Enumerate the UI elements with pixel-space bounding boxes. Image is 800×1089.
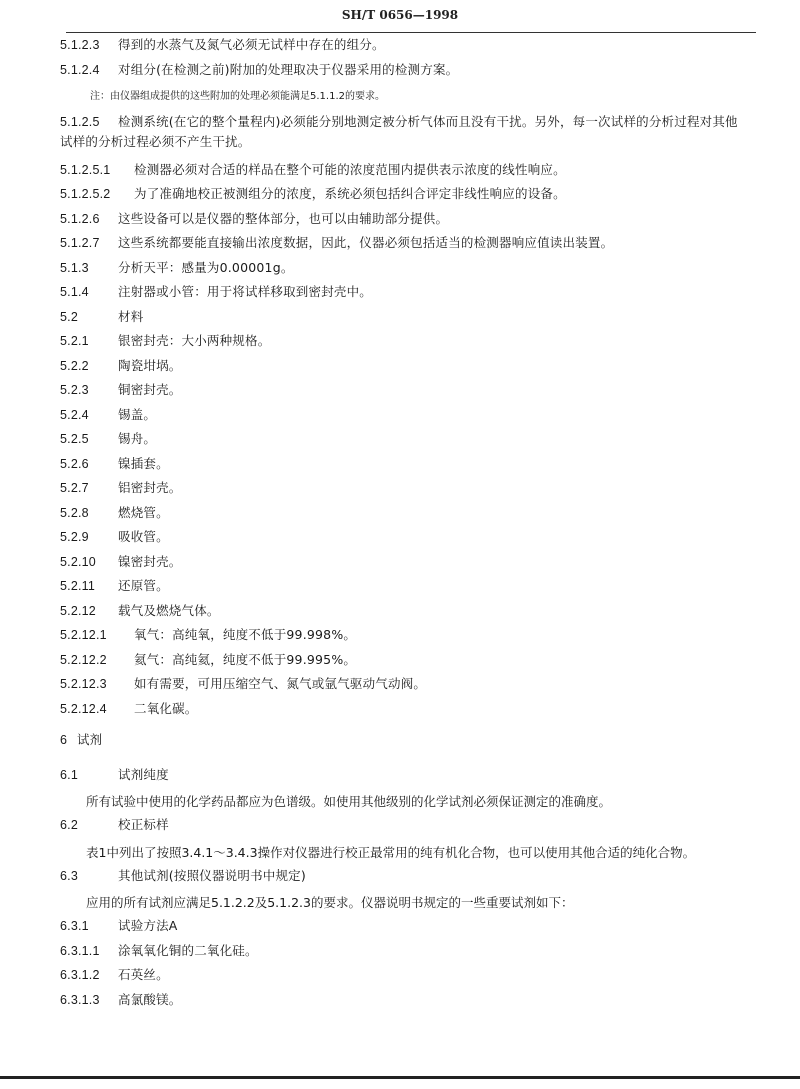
clause-line bbox=[60, 359, 760, 373]
clause-title: 试剂纯度 bbox=[118, 766, 169, 782]
clause-number: 5.1.2.5 bbox=[60, 115, 100, 129]
clause-line bbox=[60, 457, 760, 471]
clause-text: 锡舟。 bbox=[118, 431, 157, 446]
clause-title: 校正标样 bbox=[118, 817, 169, 832]
clause-text: 这些系统都要能直接输出浓度数据，因此，仪器必须包括适当的检测器响应值读出装置。 bbox=[118, 235, 614, 250]
clause-number: 5.2.12 bbox=[60, 603, 96, 618]
clause-number: 5.1.3 bbox=[60, 260, 89, 275]
clause-line bbox=[60, 383, 760, 397]
clause-line bbox=[60, 677, 760, 691]
section-number: 6 bbox=[60, 732, 67, 747]
clause-number: 5.1.2.7 bbox=[60, 236, 100, 250]
clause-line bbox=[60, 432, 760, 446]
clause-number: 5.2.11 bbox=[60, 579, 96, 593]
section-6-1-paragraph: 所有试验中使用的化学药品都应为色谱级。如使用其他级别的化学试剂必须保证测定的准确度。 bbox=[86, 794, 612, 809]
clause-text: 分析天平：感量为0.00001g。 bbox=[118, 259, 294, 275]
clause-text: 高氯酸镁。 bbox=[118, 991, 182, 1007]
clause-text: 吸收管。 bbox=[118, 529, 169, 544]
clause-line bbox=[60, 63, 760, 77]
clause-number: 5.1.2.5.1 bbox=[60, 162, 111, 177]
clause-number: 5.2.5 bbox=[60, 432, 89, 446]
section-6-3-paragraph: 应用的所有试剂应满足5.1.2.2及5.1.2.3的要求。仪器说明书规定的一些重要试剂如下： bbox=[86, 895, 574, 910]
section-6-2-paragraph: 表1中列出了按照3.4.1～3.4.3操作对仪器进行校正最常用的纯有机化合物，也可以使用其他合适的纯化合物。 bbox=[86, 844, 696, 860]
clause-number: 5.2.2 bbox=[60, 358, 89, 373]
clause-text: 涂氧氧化铜的二氧化硅。 bbox=[118, 942, 258, 958]
section-6-3-heading bbox=[60, 869, 760, 883]
clause-text: 为了准确地校正被测组分的浓度，系统必须包括纠合评定非线性响应的设备。 bbox=[134, 186, 566, 201]
clause-text: 银密封壳：大小两种规格。 bbox=[118, 333, 271, 348]
clause-text: 还原管。 bbox=[118, 578, 169, 593]
clause-text: 检测器必须对合适的样品在整个可能的浓度范围内提供表示浓度的线性响应。 bbox=[134, 161, 566, 177]
clause-line bbox=[60, 481, 760, 495]
clause-number: 5.1.2.4 bbox=[60, 62, 100, 77]
clause-line bbox=[60, 212, 760, 226]
note-text: 注：由仪器组成提供的这些附加的处理必须能满足5.1.1.2的要求。 bbox=[90, 91, 385, 102]
clause-text: 载气及燃烧气体。 bbox=[118, 602, 220, 618]
clause-line bbox=[60, 334, 760, 348]
clause-line bbox=[60, 112, 750, 152]
clause-text: 对组分(在检测之前)附加的处理取决于仪器采用的检测方案。 bbox=[118, 61, 459, 77]
clause-text: 试验方法A bbox=[118, 918, 178, 933]
clause-number: 6.3.1.2 bbox=[60, 968, 100, 982]
clause-number: 5.1.2.3 bbox=[60, 38, 100, 52]
clause-line bbox=[60, 408, 760, 422]
clause-number: 6.2 bbox=[60, 818, 78, 832]
section-6-1-heading bbox=[60, 768, 760, 782]
clause-text: 如有需要，可用压缩空气、氮气或氩气驱动气动阀。 bbox=[134, 676, 427, 691]
clause-number: 5.2.8 bbox=[60, 505, 89, 520]
clause-number: 5.2.12.4 bbox=[60, 701, 107, 716]
clause-number: 5.2.7 bbox=[60, 481, 89, 495]
clause-number: 5.1.2.5.2 bbox=[60, 187, 111, 201]
page-header: SH/T 0656—1998 bbox=[341, 8, 459, 22]
clause-number: 5.2.9 bbox=[60, 530, 89, 544]
clause-text: 氦气：高纯氦，纯度不低于99.995%。 bbox=[134, 651, 357, 667]
clause-line bbox=[60, 236, 760, 250]
clause-text: 铝密封壳。 bbox=[118, 480, 182, 495]
section-6-2-heading bbox=[60, 818, 760, 832]
clause-number: 5.2.6 bbox=[60, 456, 89, 471]
section-6-heading bbox=[60, 730, 760, 748]
clause-text: 这些设备可以是仪器的整体部分，也可以由辅助部分提供。 bbox=[118, 210, 449, 226]
clause-text: 检测系统(在它的整个量程内)必须能分别地测定被分析气体而且没有干扰。另外，每一次试样的分析过程对其他试样的分析过程必须不产生干扰。 bbox=[60, 114, 738, 149]
clause-line bbox=[60, 530, 760, 544]
clause-text: 氧气：高纯氧，纯度不低于99.998%。 bbox=[134, 627, 357, 642]
clause-line bbox=[60, 187, 760, 201]
clause-line bbox=[60, 702, 760, 716]
clause-number: 6.3.1.1 bbox=[60, 943, 100, 958]
clause-text: 镍密封壳。 bbox=[118, 553, 182, 569]
clause-text: 二氧化碳。 bbox=[134, 700, 198, 716]
clause-number: 5.2.3 bbox=[60, 383, 89, 397]
clause-text: 燃烧管。 bbox=[118, 504, 169, 520]
clause-line bbox=[60, 944, 760, 958]
clause-number: 5.1.4 bbox=[60, 285, 89, 299]
clause-text: 石英丝。 bbox=[118, 967, 169, 982]
header-divider bbox=[66, 32, 756, 33]
clause-number: 5.2 bbox=[60, 309, 78, 324]
clause-number: 5.2.4 bbox=[60, 407, 89, 422]
clause-text: 材料 bbox=[118, 308, 144, 324]
clause-number: 5.1.2.6 bbox=[60, 211, 100, 226]
clause-number: 5.2.12.2 bbox=[60, 652, 107, 667]
clause-line bbox=[60, 285, 760, 299]
clause-number: 5.2.12.1 bbox=[60, 628, 107, 642]
section-title: 试剂 bbox=[76, 731, 102, 747]
clause-text: 注射器或小管：用于将试样移取到密封壳中。 bbox=[118, 284, 373, 299]
clause-number: 6.3.1 bbox=[60, 919, 89, 933]
clause-number: 6.3 bbox=[60, 868, 78, 883]
clause-number: 6.3.1.3 bbox=[60, 992, 100, 1007]
footer-rule bbox=[0, 1076, 800, 1079]
clause-text: 陶瓷坩埚。 bbox=[118, 357, 182, 373]
clause-line bbox=[60, 163, 760, 177]
clause-text: 镍插套。 bbox=[118, 455, 169, 471]
clause-number: 5.2.10 bbox=[60, 554, 96, 569]
clause-text: 铜密封壳。 bbox=[118, 382, 182, 397]
clause-line bbox=[60, 653, 760, 667]
clause-line bbox=[60, 579, 760, 593]
clause-number: 6.1 bbox=[60, 767, 78, 782]
clause-line bbox=[60, 506, 760, 520]
clause-number: 5.2.12.3 bbox=[60, 677, 107, 691]
clause-line bbox=[60, 555, 760, 569]
document-body bbox=[60, 38, 760, 1017]
clause-line bbox=[60, 919, 760, 933]
clause-title: 其他试剂(按照仪器说明书中规定) bbox=[118, 867, 306, 883]
clause-line bbox=[60, 38, 760, 52]
clause-line bbox=[60, 628, 760, 642]
clause-line bbox=[60, 310, 760, 324]
clause-line bbox=[60, 993, 760, 1007]
clause-text: 得到的水蒸气及氮气必须无试样中存在的组分。 bbox=[118, 37, 385, 52]
clause-number: 5.2.1 bbox=[60, 334, 89, 348]
clause-line bbox=[60, 968, 760, 982]
clause-line bbox=[60, 261, 760, 275]
clause-text: 锡盖。 bbox=[118, 406, 157, 422]
clause-line bbox=[60, 604, 760, 618]
